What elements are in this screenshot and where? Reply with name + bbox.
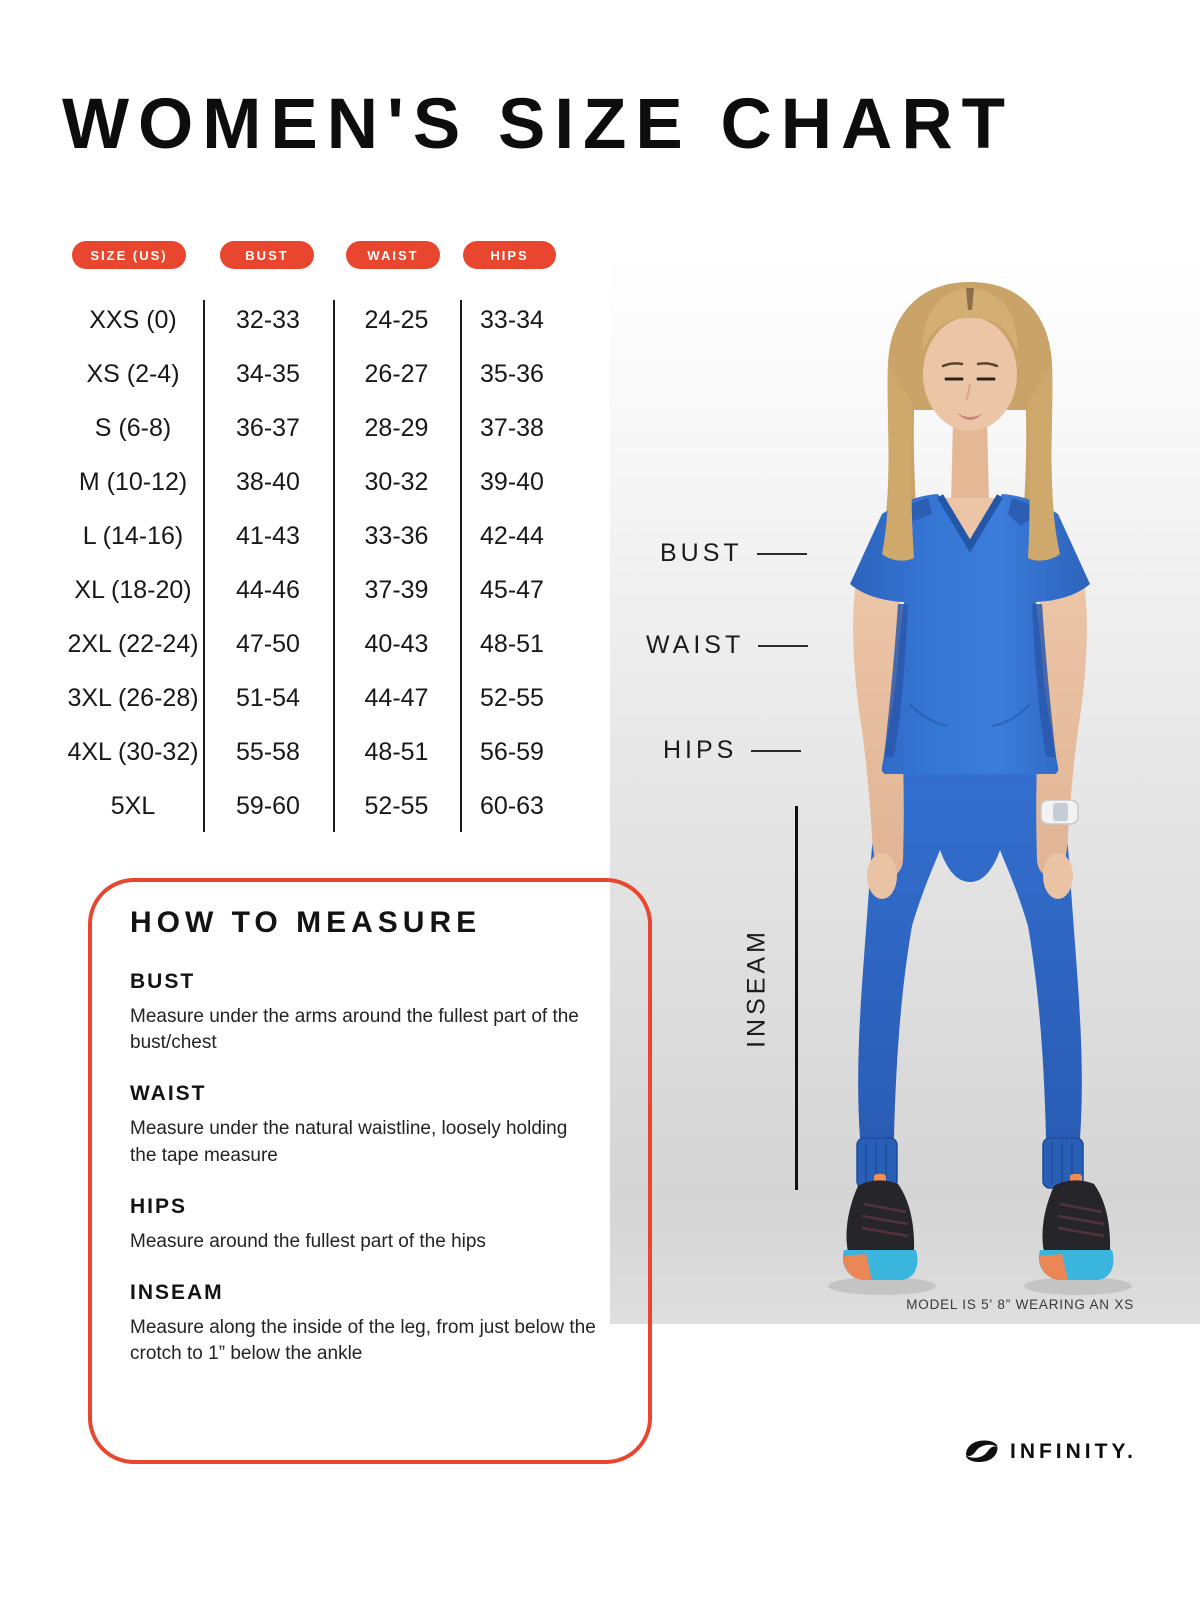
size-cell: 5XL (110, 792, 156, 820)
waist-cell: 44-47 (364, 684, 429, 712)
waist-pointer-line (758, 645, 808, 647)
size-cell: 3XL (26-28) (67, 684, 199, 712)
size-cell: L (14-16) (82, 522, 184, 550)
table-row (0, 455, 600, 509)
measure-section-text: Measure along the inside of the leg, from just below the crotch to 1” below the ankle (130, 1317, 596, 1365)
hips-pointer-line (751, 750, 801, 752)
waist-cell: 40-43 (364, 630, 429, 658)
inseam-pointer-line (795, 806, 798, 1190)
waist-cell: 37-39 (364, 576, 429, 604)
figure-hips-label (663, 736, 801, 765)
table-row (0, 779, 600, 833)
bust-cell: 51-54 (236, 684, 300, 712)
size-cell: 2XL (22-24) (67, 630, 199, 658)
size-cell: M (10-12) (78, 468, 188, 496)
bust-pointer-line (757, 553, 807, 555)
size-cell: XL (18-20) (74, 576, 192, 604)
waist-cell: 28-29 (364, 414, 429, 442)
hips-cell: 45-47 (480, 576, 544, 604)
bust-cell: 44-46 (236, 576, 300, 604)
table-row (0, 563, 600, 617)
hips-label-text: HIPS (663, 736, 738, 764)
column-header-size: SIZE (US) (72, 241, 186, 269)
bust-cell: 59-60 (236, 792, 300, 820)
model-illustration (610, 252, 1200, 1324)
brand-name: INFINITY. (1009, 1439, 1137, 1463)
bust-cell: 38-40 (236, 468, 300, 496)
measure-section-hips (130, 1195, 596, 1255)
brand-logo (964, 1438, 1137, 1465)
waist-cell: 33-36 (364, 522, 429, 550)
bust-cell: 34-35 (236, 360, 300, 388)
hips-cell: 56-59 (480, 738, 544, 766)
column-header-hips: HIPS (463, 241, 556, 269)
figure-waist-label (646, 631, 808, 660)
waist-cell: 24-25 (364, 306, 429, 334)
table-row (0, 509, 600, 563)
measure-section-label: HIPS (130, 1194, 188, 1218)
column-header-bust: BUST (220, 241, 314, 269)
hips-cell: 33-34 (480, 306, 544, 334)
measure-section-label: WAIST (130, 1082, 207, 1106)
table-row (0, 671, 600, 725)
measure-section-text: Measure under the arms around the fullest part of the bust/chest (130, 1006, 579, 1054)
hips-cell: 42-44 (480, 522, 544, 550)
waist-cell: 26-27 (364, 360, 429, 388)
model-photo (610, 252, 1200, 1324)
model-caption: MODEL IS 5' 8” WEARING AN XS (906, 1297, 1134, 1312)
bust-cell: 41-43 (236, 522, 300, 550)
how-to-measure-content (130, 906, 596, 1394)
measure-section-bust (130, 970, 596, 1056)
size-cell: XXS (0) (89, 306, 177, 334)
waist-cell: 48-51 (364, 738, 429, 766)
bust-cell: 55-58 (236, 738, 300, 766)
column-header-waist: WAIST (346, 241, 440, 269)
table-row (0, 293, 600, 347)
measure-section-label: INSEAM (130, 1281, 224, 1305)
size-cell: XS (2-4) (86, 360, 180, 388)
table-row (0, 725, 600, 779)
hips-cell: 37-38 (480, 414, 544, 442)
table-row (0, 347, 600, 401)
bust-cell: 47-50 (236, 630, 300, 658)
measure-section-label: BUST (130, 970, 196, 993)
measure-section-waist (130, 1082, 596, 1168)
hips-cell: 60-63 (480, 792, 544, 820)
infinity-logo-icon (964, 1438, 1000, 1465)
table-row (0, 617, 600, 671)
waist-cell: 30-32 (364, 468, 429, 496)
waist-cell: 52-55 (364, 792, 429, 820)
bust-cell: 32-33 (236, 306, 300, 334)
measure-section-text: Measure around the fullest part of the hips (130, 1230, 486, 1252)
waist-label-text: WAIST (646, 631, 745, 659)
hips-cell: 52-55 (480, 684, 544, 712)
figure-inseam-label: INSEAM (742, 928, 771, 1048)
measure-section-text: Measure under the natural waistline, loosely holding the tape measure (130, 1118, 568, 1166)
page-title: WOMEN'S SIZE CHART (62, 85, 1014, 164)
how-to-measure-title: HOW TO MEASURE (130, 906, 482, 939)
bust-label-text: BUST (660, 539, 743, 567)
figure-bust-label (660, 539, 807, 568)
size-cell: S (6-8) (94, 414, 172, 442)
hips-cell: 39-40 (480, 468, 544, 496)
hips-cell: 35-36 (480, 360, 544, 388)
bust-cell: 36-37 (236, 414, 300, 442)
size-cell: 4XL (30-32) (67, 738, 199, 766)
hips-cell: 48-51 (480, 630, 544, 658)
table-row (0, 401, 600, 455)
measure-section-inseam (130, 1281, 596, 1367)
